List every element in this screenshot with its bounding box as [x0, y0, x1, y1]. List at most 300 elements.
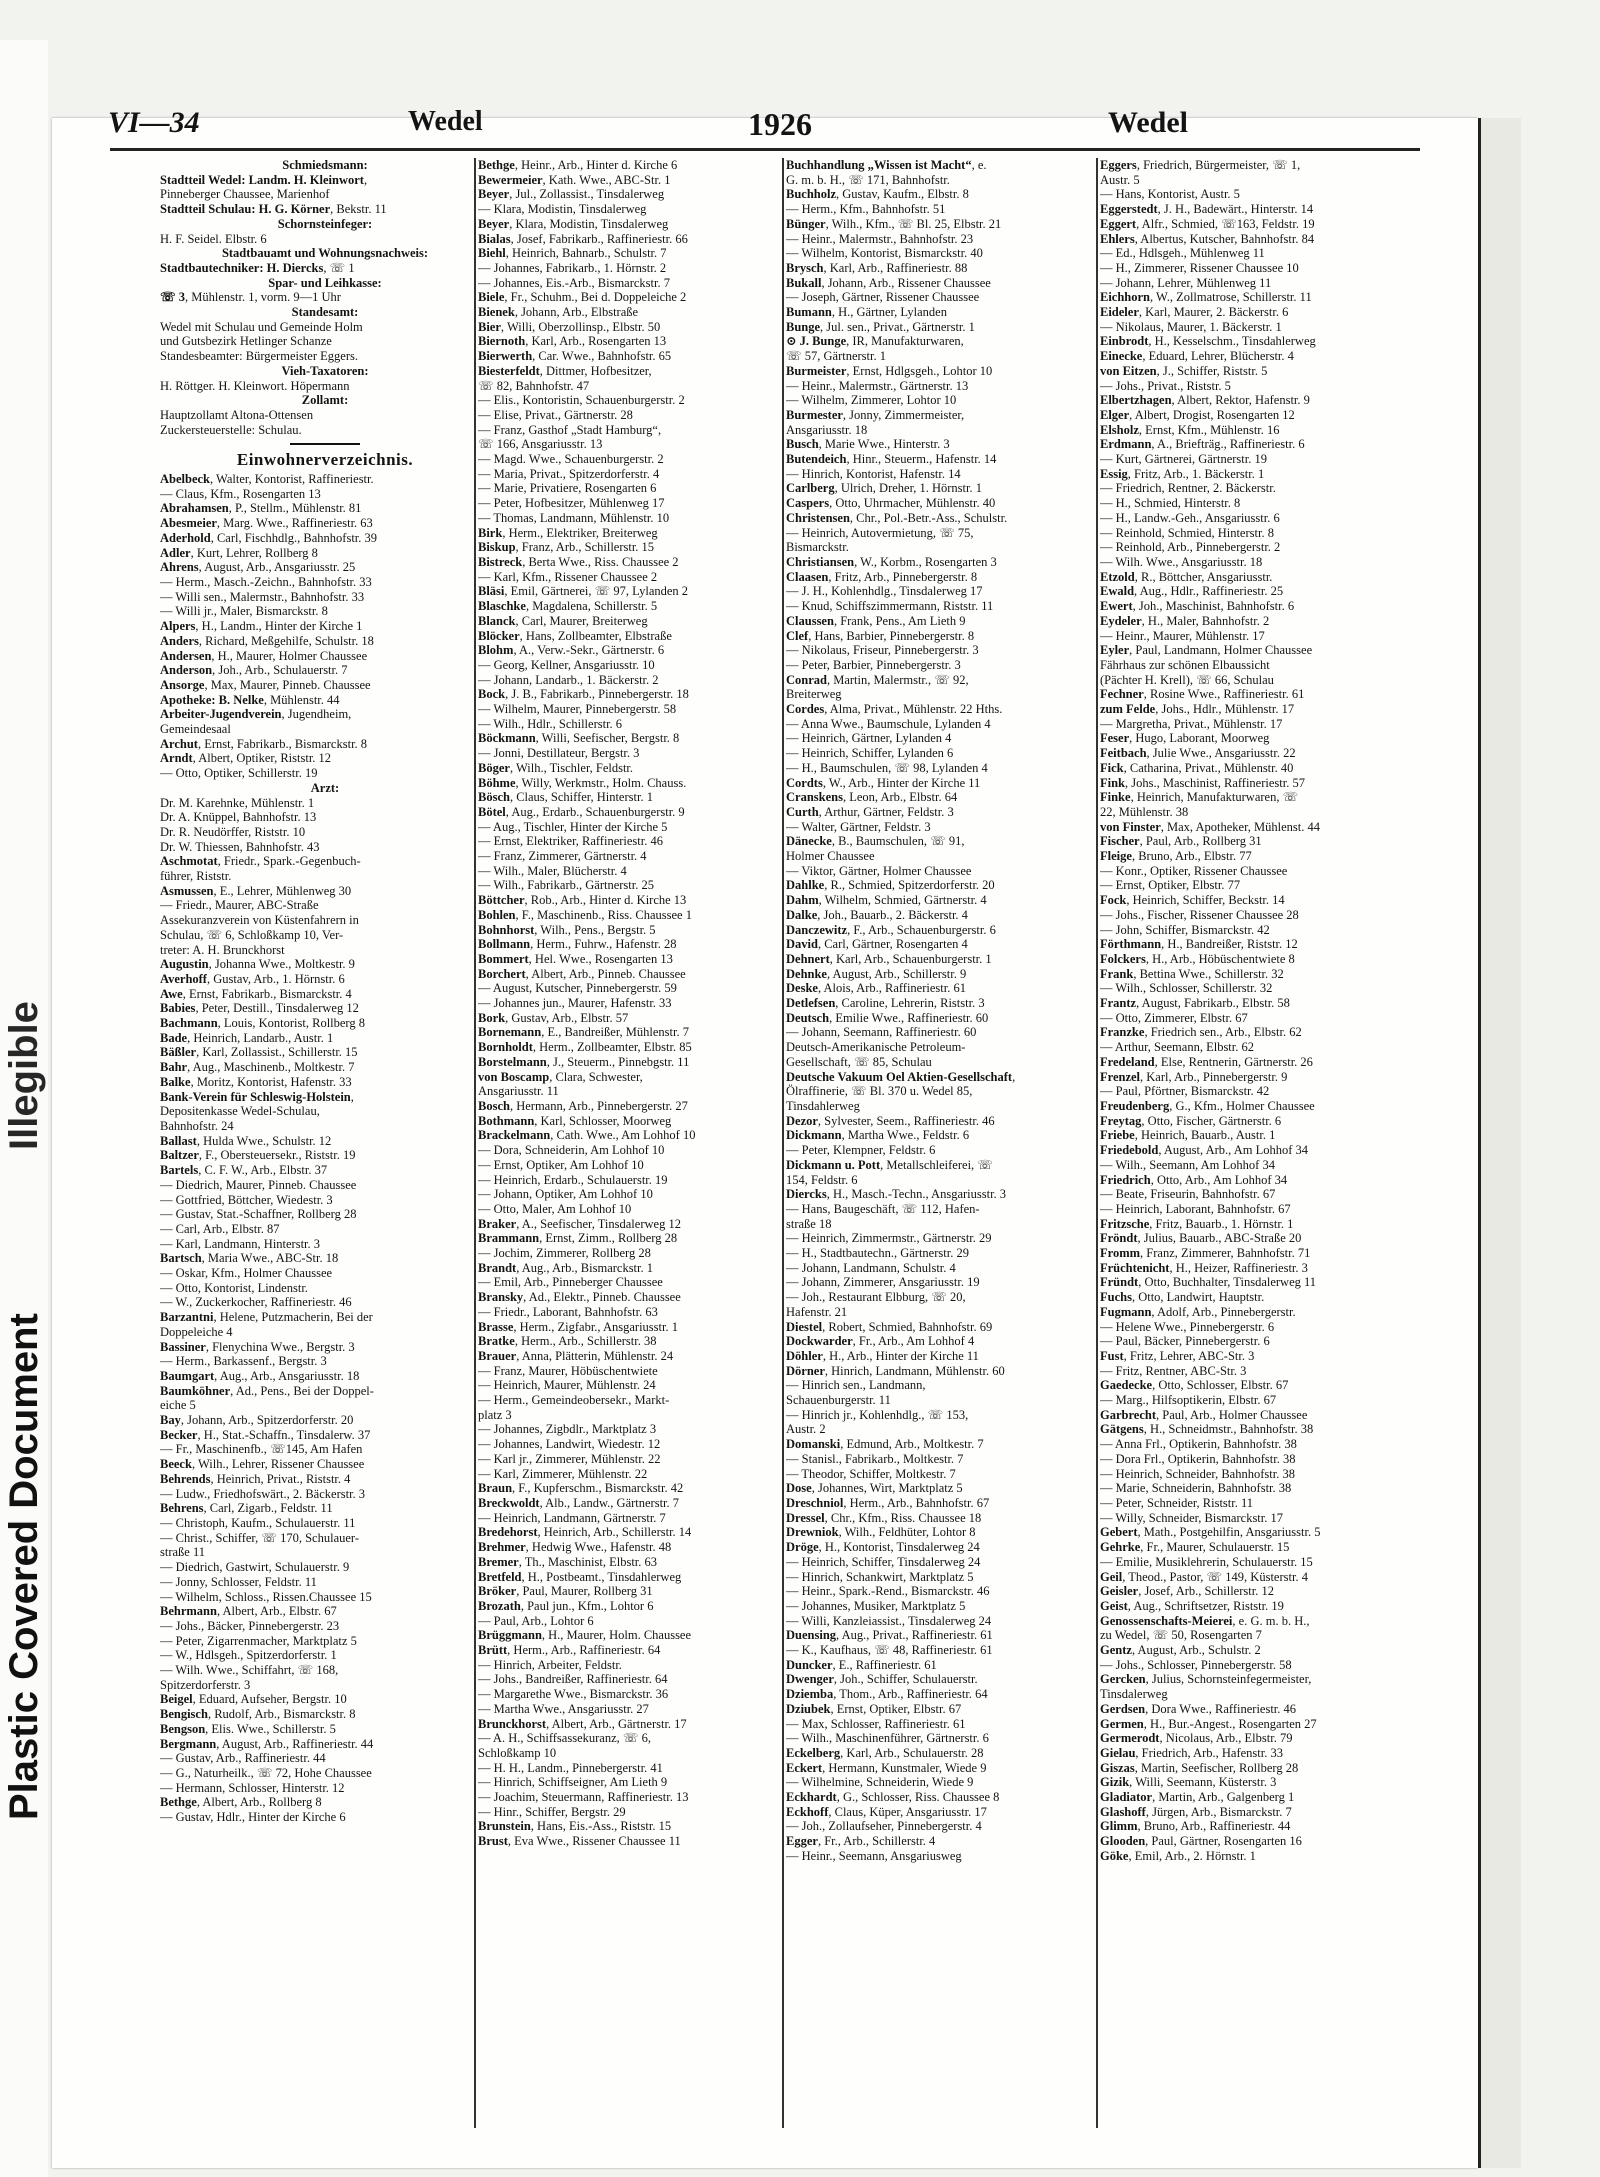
directory-entry: Essig, Fritz, Arb., 1. Bäckerstr. 1 — [1100, 466, 1265, 481]
directory-entry: Bransky, Ad., Elektr., Pinneb. Chaussee — [478, 1290, 681, 1305]
directory-entry: — Fritz, Rentner, ABC-Str. 3 — [1100, 1363, 1247, 1378]
directory-entry: — Emilie, Musiklehrerin, Schulauerstr. 15 — [1100, 1554, 1313, 1569]
directory-entry: — Heinr., Spark.-Rend., Bismarckstr. 46 — [786, 1584, 990, 1599]
directory-entry: Bremer, Th., Maschinist, Elbstr. 63 — [478, 1554, 658, 1569]
directory-entry: Baumköhner, Ad., Pens., Bei der Doppel- — [160, 1383, 374, 1398]
directory-entry: — Gottfried, Böttcher, Wiedestr. 3 — [160, 1192, 333, 1207]
directory-entry: — Knud, Schiffszimmermann, Riststr. 11 — [786, 599, 994, 614]
directory-entry: Dreschniol, Herm., Arb., Bahnhofstr. 67 — [786, 1495, 990, 1510]
directory-entry: Geil, Theod., Pastor, ☏ 149, Küsterstr. 4 — [1100, 1569, 1308, 1584]
directory-entry: Zuckersteuerstelle: Schulau. — [160, 422, 302, 437]
directory-entry: — Reinhold, Arb., Pinnebergerstr. 2 — [1100, 540, 1281, 555]
directory-entry: — G., Naturheilk., ☏ 72, Hohe Chaussee — [160, 1765, 372, 1780]
directory-entry: Alpers, H., Landm., Hinter der Kirche 1 — [160, 619, 363, 634]
directory-entry: Bienek, Johann, Arb., Elbstraße — [478, 305, 639, 320]
directory-entry: G. m. b. H., ☏ 171, Bahnhofstr. — [786, 172, 950, 187]
directory-entry: Döhler, H., Arb., Hinter der Kirche 11 — [786, 1348, 979, 1363]
directory-entry: Geist, Aug., Schriftsetzer, Riststr. 19 — [1100, 1598, 1284, 1613]
directory-entry: — Johann, Zimmerer, Ansgariusstr. 19 — [786, 1275, 980, 1290]
directory-entry: — Joseph, Gärtner, Rissener Chaussee — [786, 290, 980, 305]
directory-entry: — Johann, Landmann, Schulstr. 4 — [786, 1260, 956, 1275]
directory-entry: — Herm., Gemeindeobersekr., Markt- — [478, 1393, 670, 1408]
directory-entry: Bier, Willi, Oberzollinsp., Elbstr. 50 — [478, 319, 661, 334]
directory-entry: führer, Riststr. — [160, 869, 232, 884]
directory-entry: — H., Baumschulen, ☏ 98, Lylanden 4 — [786, 760, 988, 775]
directory-entry: — Beate, Friseurin, Bahnhofstr. 67 — [1100, 1187, 1276, 1202]
directory-entry: Schloßkamp 10 — [478, 1745, 557, 1760]
directory-column-3 — [786, 158, 1116, 2148]
next-page-edge — [1478, 118, 1521, 2168]
directory-entry: Geisler, Josef, Arb., Schillerstr. 12 — [1100, 1584, 1274, 1599]
directory-entry: Behrens, Carl, Zigarb., Feldstr. 11 — [160, 1501, 333, 1516]
directory-entry: — Arthur, Seemann, Elbstr. 62 — [1100, 1040, 1254, 1055]
directory-entry: Dr. M. Karehnke, Mühlenstr. 1 — [160, 795, 315, 810]
directory-entry: Eichhorn, W., Zollmatrose, Schillerstr. 11 — [1100, 290, 1312, 305]
directory-entry: Böttcher, Rob., Arb., Hinter d. Kirche 13 — [478, 893, 687, 908]
directory-entry: — Heinrich, Gärtner, Lylanden 4 — [786, 731, 952, 746]
directory-entry: Frenzel, Karl, Arb., Pinnebergerstr. 9 — [1100, 1069, 1288, 1084]
directory-entry: Göke, Emil, Arb., 2. Hörnstr. 1 — [1100, 1848, 1256, 1863]
directory-entry: — Wilhelm, Schloss., Rissen.Chaussee 15 — [160, 1589, 372, 1604]
section-heading: Schornsteinfeger: — [277, 216, 373, 231]
directory-entry: Dickmann u. Pott, Metallschleiferei, ☏ — [786, 1157, 993, 1172]
directory-entry: Ansgariusstr. 18 — [786, 422, 868, 437]
directory-entry: ⊙ J. Bunge, IR, Manufakturwaren, — [786, 334, 964, 349]
directory-entry: — Franz, Maurer, Höbüschentwiete — [478, 1363, 658, 1378]
directory-entry: Franzke, Friedrich sen., Arb., Elbstr. 62 — [1100, 1025, 1302, 1040]
directory-entry: Dänecke, B., Baumschulen, ☏ 91, — [786, 834, 965, 849]
directory-entry: platz 3 — [478, 1407, 512, 1422]
directory-entry: Austr. 5 — [1100, 172, 1140, 187]
section-heading: Standesamt: — [291, 305, 359, 320]
directory-entry: Einecke, Eduard, Lehrer, Blücherstr. 4 — [1100, 349, 1294, 364]
directory-entry: — Heinrich, Autovermietung, ☏ 75, — [786, 525, 974, 540]
directory-entry: Beyer, Jul., Zollassist., Tinsdalerweg — [478, 187, 665, 202]
directory-entry: Depositenkasse Wedel-Schulau, — [160, 1104, 320, 1119]
directory-entry: — Karl jr., Zimmerer, Mühlenstr. 22 — [478, 1451, 661, 1466]
directory-entry: Standesbeamter: Bürgermeister Eggers. — [160, 349, 358, 364]
directory-entry: — Paul, Bäcker, Pinnebergerstr. 6 — [1100, 1334, 1270, 1349]
directory-entry: Fuchs, Otto, Landwirt, Hauptstr. — [1100, 1290, 1265, 1305]
directory-entry: Gehrke, Fr., Maurer, Schulauerstr. 15 — [1100, 1540, 1290, 1555]
directory-entry: Buchholz, Gustav, Kaufm., Elbstr. 8 — [786, 187, 969, 202]
directory-entry: Schulau, ☏ 6, Schloßkamp 10, Ver- — [160, 927, 344, 942]
directory-entry: Böhme, Willy, Werkmstr., Holm. Chauss. — [478, 775, 687, 790]
directory-entry: Duensing, Aug., Privat., Raffineriestr. 61 — [786, 1628, 993, 1643]
directory-entry: Fischer, Paul, Arb., Rollberg 31 — [1100, 834, 1262, 849]
directory-entry: Bornholdt, Herm., Zollbeamter, Elbstr. 85 — [478, 1040, 692, 1055]
directory-entry: Fredeland, Else, Rentnerin, Gärtnerstr. 26 — [1100, 1054, 1313, 1069]
directory-entry: straße 11 — [160, 1545, 206, 1560]
directory-entry: — Magd. Wwe., Schauenburgerstr. 2 — [478, 452, 664, 467]
directory-entry: H. Röttger. H. Kleinwort. Höpermann — [160, 378, 350, 393]
directory-entry: Fährhaus zur schönen Elbaussicht — [1100, 657, 1270, 672]
directory-entry: Braun, F., Kupferschm., Bismarckstr. 42 — [478, 1481, 684, 1496]
directory-entry: Biernoth, Karl, Arb., Rosengarten 13 — [478, 334, 667, 349]
directory-entry: Dziemba, Thom., Arb., Raffineriestr. 64 — [786, 1687, 988, 1702]
directory-entry: — Wilh., Seemann, Am Lohhof 34 — [1100, 1157, 1275, 1172]
directory-entry: Fröndt, Julius, Bauarb., ABC-Straße 20 — [1100, 1231, 1302, 1246]
directory-entry: — Willy, Schneider, Bismarckstr. 17 — [1100, 1510, 1284, 1525]
directory-entry: Brütt, Herm., Arb., Raffineriestr. 64 — [478, 1643, 661, 1658]
directory-entry: — Franz, Zimmerer, Gärtnerstr. 4 — [478, 849, 647, 864]
directory-entry: — Hinrich, Schiffseigner, Am Lieth 9 — [478, 1775, 668, 1790]
directory-entry: Claasen, Fritz, Arb., Pinnebergerstr. 8 — [786, 569, 978, 584]
directory-entry: — Dora, Schneiderin, Am Lohhof 10 — [478, 1143, 665, 1158]
directory-entry: David, Carl, Gärtner, Rosengarten 4 — [786, 937, 968, 952]
directory-entry: — Aug., Tischler, Hinter der Kirche 5 — [478, 819, 668, 834]
directory-entry: Dahlke, R., Schmied, Spitzerdorferstr. 20 — [786, 878, 995, 893]
directory-entry: — Margretha, Privat., Mühlenstr. 17 — [1100, 716, 1283, 731]
directory-entry: Ewert, Joh., Maschinist, Bahnhofstr. 6 — [1100, 599, 1295, 614]
directory-entry: Barzantni, Helene, Putzmacherin, Bei der — [160, 1310, 373, 1325]
directory-entry: Glimm, Bruno, Arb., Raffineriestr. 44 — [1100, 1819, 1291, 1834]
directory-entry: Ehlers, Albertus, Kutscher, Bahnhofstr. 84 — [1100, 231, 1315, 246]
directory-entry: Bengson, Elis. Wwe., Schillerstr. 5 — [160, 1721, 336, 1736]
directory-entry: Genossenschafts-Meierei, e. G. m. b. H., — [1100, 1613, 1310, 1628]
directory-entry: — Johannes, Landwirt, Wiedestr. 12 — [478, 1437, 661, 1452]
directory-entry: ☏ 82, Bahnhofstr. 47 — [478, 378, 590, 393]
directory-entry: Dr. A. Knüppel, Bahnhofstr. 13 — [160, 810, 317, 825]
directory-entry: Dörner, Hinrich, Landmann, Mühlenstr. 60 — [786, 1363, 1005, 1378]
directory-entry: Gladiator, Martin, Arb., Galgenberg 1 — [1100, 1790, 1295, 1805]
directory-entry: Eckhardt, G., Schlosser, Riss. Chaussee 8 — [786, 1790, 1000, 1805]
directory-entry: — Carl, Arb., Elbstr. 87 — [160, 1221, 280, 1236]
directory-entry: — Willi, Kanzleiassist., Tinsdalerweg 24 — [786, 1613, 992, 1628]
directory-entry: Stadtteil Schulau: H. G. Körner, Bekstr. 11 — [160, 202, 387, 217]
directory-entry: H. F. Seidel. Elbstr. 6 — [160, 231, 267, 246]
directory-entry: Schauenburgerstr. 11 — [786, 1393, 891, 1408]
directory-entry: Gemeindesaal — [160, 722, 231, 737]
directory-entry: Giszas, Martin, Seefischer, Rollberg 28 — [1100, 1760, 1299, 1775]
directory-entry: und Gutsbezirk Hetlinger Schanze — [160, 334, 332, 349]
directory-entry: Bartsch, Maria Wwe., ABC-Str. 18 — [160, 1251, 339, 1266]
directory-entry: — Hinrich sen., Landmann, — [786, 1378, 926, 1393]
directory-entry: Behrmann, Albert, Arb., Elbstr. 67 — [160, 1604, 337, 1619]
directory-entry: Arndt, Albert, Optiker, Riststr. 12 — [160, 751, 332, 766]
column-divider — [474, 158, 476, 2128]
directory-entry: Diestel, Robert, Schmied, Bahnhofstr. 69 — [786, 1319, 993, 1334]
directory-entry: Eckhoff, Claus, Küper, Ansgariusstr. 17 — [786, 1804, 987, 1819]
directory-entry: — Kurt, Gärtnerei, Gärtnerstr. 19 — [1100, 452, 1267, 467]
directory-entry: Bäßler, Karl, Zollassist., Schillerstr. 15 — [160, 1045, 358, 1060]
directory-entry: — H., Zimmerer, Rissener Chaussee 10 — [1100, 260, 1299, 275]
directory-entry: 154, Feldstr. 6 — [786, 1172, 858, 1187]
directory-entry: Biskup, Franz, Arb., Schillerstr. 15 — [478, 540, 655, 555]
directory-entry: — Johannes, Eis.-Arb., Bismarckstr. 7 — [478, 275, 670, 290]
directory-entry: — Karl, Landmann, Hinterstr. 3 — [160, 1236, 321, 1251]
directory-entry: Spitzerdorferstr. 3 — [160, 1677, 251, 1692]
directory-entry: Brandt, Aug., Arb., Bismarckstr. 1 — [478, 1260, 654, 1275]
directory-entry: Cordts, W., Arb., Hinter der Kirche 11 — [786, 775, 981, 790]
directory-entry: Archut, Ernst, Fabrikarb., Bismarckstr. 8 — [160, 736, 368, 751]
directory-entry: Fust, Fritz, Lehrer, ABC-Str. 3 — [1100, 1348, 1255, 1363]
directory-entry: Egger, Fr., Arb., Schillerstr. 4 — [786, 1834, 936, 1849]
directory-entry: Beyer, Klara, Modistin, Tinsdalerweg — [478, 216, 669, 231]
directory-entry: Bünger, Wilh., Kfm., ☏ Bl. 25, Elbstr. 21 — [786, 216, 1002, 231]
directory-entry: — Johs., Bandreißer, Raffineriestr. 64 — [478, 1672, 668, 1687]
directory-entry: Birk, Herm., Elektriker, Breiterweg — [478, 525, 658, 540]
directory-entry: Frantz, August, Fabrikarb., Elbstr. 58 — [1100, 996, 1290, 1011]
directory-entry: Deutsche Vakuum Oel Aktien-Gesellschaft, — [786, 1069, 1016, 1084]
directory-entry: — Heinrich, Laborant, Bahnhofstr. 67 — [1100, 1201, 1291, 1216]
directory-entry: Dickmann, Martha Wwe., Feldstr. 6 — [786, 1128, 970, 1143]
directory-entry: Bumann, H., Gärtner, Lylanden — [786, 305, 947, 320]
directory-entry: — Hinrich jr., Kohlenhdlg., ☏ 153, — [786, 1407, 969, 1422]
directory-entry: Bengisch, Rudolf, Arb., Bismarckstr. 8 — [160, 1707, 356, 1722]
directory-entry: Blanck, Carl, Maurer, Breiterweg — [478, 613, 648, 628]
directory-entry: — Peter, Barbier, Pinnebergerstr. 3 — [786, 657, 961, 672]
directory-entry: Friebe, Heinrich, Bauarb., Austr. 1 — [1100, 1128, 1276, 1143]
directory-entry: — A. H., Schiffsassekuranz, ☏ 6, — [478, 1731, 652, 1746]
directory-entry: Andersen, H., Maurer, Holmer Chaussee — [160, 648, 368, 663]
directory-entry: Ahrens, August, Arb., Ansgariusstr. 25 — [160, 560, 356, 575]
directory-entry: Aschmotat, Friedr., Spark.-Gegenbuch- — [160, 854, 361, 869]
directory-entry: — Marg., Hilfsoptikerin, Elbstr. 67 — [1100, 1393, 1277, 1408]
directory-entry: — Heinr., Seemann, Ansgariusweg — [786, 1848, 962, 1863]
directory-entry: Folckers, H., Arb., Höbüschentwiete 8 — [1100, 951, 1295, 966]
directory-entry: Curth, Arthur, Gärtner, Feldstr. 3 — [786, 804, 954, 819]
directory-entry: Assekuranzverein von Küstenfahrern in — [160, 913, 359, 928]
directory-entry: Elbertzhagen, Albert, Rektor, Hafenstr. 9 — [1100, 393, 1310, 408]
directory-entry: — Johs., Bäcker, Pinnebergerstr. 23 — [160, 1618, 340, 1633]
directory-entry: Glashoff, Jürgen, Arb., Bismarckstr. 7 — [1100, 1804, 1292, 1819]
directory-entry: — Walter, Gärtner, Feldstr. 3 — [786, 819, 931, 834]
directory-entry: Eyler, Paul, Landmann, Holmer Chaussee — [1100, 643, 1313, 658]
directory-entry: Bethge, Heinr., Arb., Hinter d. Kirche 6 — [478, 158, 678, 172]
directory-entry: Dröge, H., Kontorist, Tinsdalerweg 24 — [786, 1540, 980, 1555]
directory-entry: — Nikolaus, Maurer, 1. Bäckerstr. 1 — [1100, 319, 1282, 334]
directory-entry: — Heinrich, Schiffer, Tinsdalerweg 24 — [786, 1554, 981, 1569]
directory-entry: Dalke, Joh., Bauarb., 2. Bäckerstr. 4 — [786, 907, 968, 922]
directory-entry: — Friedr., Laborant, Bahnhofstr. 63 — [478, 1304, 658, 1319]
directory-entry: Cranskens, Leon, Arb., Elbstr. 64 — [786, 790, 958, 805]
directory-entry: — Wilhelm, Maurer, Pinnebergerstr. 58 — [478, 702, 677, 717]
section-heading: Zollamt: — [301, 393, 349, 408]
directory-entry: — Jochim, Zimmerer, Rollberg 28 — [478, 1246, 651, 1261]
directory-entry: — Johs., Fischer, Rissener Chaussee 28 — [1100, 907, 1299, 922]
directory-entry: — Heinrich, Schiffer, Lylanden 6 — [786, 746, 954, 761]
directory-entry: Brauer, Anna, Plätterin, Mühlenstr. 24 — [478, 1348, 674, 1363]
directory-entry: Holmer Chaussee — [786, 849, 875, 864]
directory-entry: Gerdsen, Dora Wwe., Raffineriestr. 46 — [1100, 1701, 1297, 1716]
directory-entry: — Otto, Kontorist, Lindenstr. — [160, 1280, 308, 1295]
directory-column-2 — [478, 158, 808, 2148]
section-divider — [290, 443, 360, 445]
directory-entry: — Ludw., Friedhofswärt., 2. Bäckerstr. 3 — [160, 1486, 366, 1501]
directory-entry: — Ed., Hdlsgeh., Mühlenweg 11 — [1100, 246, 1265, 261]
directory-entry: — Klara, Modistin, Tinsdalerweg — [478, 202, 647, 217]
directory-entry: Bretfeld, H., Postbeamt., Tinsdahlerweg — [478, 1569, 682, 1584]
directory-entry: Eckelberg, Karl, Arb., Schulauerstr. 28 — [786, 1745, 984, 1760]
directory-entry: — Gustav, Stat.-Schaffner, Rollberg 28 — [160, 1207, 357, 1222]
side-label-text: Plastic Covered Document — [2, 1313, 46, 1820]
directory-entry: Buchhandlung „Wissen ist Macht“, e. — [786, 158, 987, 172]
directory-entry: — Elise, Privat., Gärtnerstr. 28 — [478, 407, 633, 422]
directory-entry: Bork, Gustav, Arb., Elbstr. 57 — [478, 1010, 629, 1025]
directory-entry: Fründt, Otto, Buchhalter, Tinsdalerweg 11 — [1100, 1275, 1317, 1290]
directory-entry: — Peter, Hofbesitzer, Mühlenweg 17 — [478, 496, 665, 511]
directory-entry: Fleige, Bruno, Arb., Elbstr. 77 — [1100, 849, 1252, 864]
section-heading: Vieh-Taxatoren: — [281, 363, 369, 378]
directory-entry: Ansgariusstr. 11 — [478, 1084, 559, 1099]
directory-entry: Bösch, Claus, Schiffer, Hinterstr. 1 — [478, 790, 653, 805]
directory-entry: — Anna Frl., Optikerin, Bahnhofstr. 38 — [1100, 1437, 1297, 1452]
directory-entry: Clef, Hans, Barbier, Pinnebergerstr. 8 — [786, 628, 975, 643]
directory-entry: — Hermann, Schlosser, Hinterstr. 12 — [160, 1780, 345, 1795]
directory-entry: — Heinr., Malermstr., Bahnhofstr. 23 — [786, 231, 974, 246]
directory-entry: Balke, Moritz, Kontorist, Hafenstr. 33 — [160, 1074, 352, 1089]
directory-entry: Bistreck, Berta Wwe., Riss. Chaussee 2 — [478, 554, 679, 569]
directory-entry: Gebert, Math., Postgehilfin, Ansgariusstr. 5 — [1100, 1525, 1321, 1540]
page-number: VI—34 — [108, 106, 200, 139]
directory-entry: Biele, Fr., Schuhm., Bei d. Doppeleiche 2 — [478, 290, 687, 305]
directory-entry: — Konr., Optiker, Rissener Chaussee — [1100, 863, 1288, 878]
header-year: 1926 — [748, 106, 812, 142]
directory-entry: Stadtteil Wedel: Landm. H. Kleinwort, — [160, 172, 368, 187]
directory-entry: Duncker, E., Raffineriestr. 61 — [786, 1657, 937, 1672]
directory-entry: — Hinrich, Schankwirt, Marktplatz 5 — [786, 1569, 974, 1584]
directory-entry: — H., Schmied, Hinterstr. 8 — [1100, 496, 1241, 511]
directory-entry: — Wilh., Maler, Blücherstr. 4 — [478, 863, 627, 878]
directory-entry: Bismarckstr. — [786, 540, 849, 555]
directory-entry: — Otto, Optiker, Schillerstr. 19 — [160, 766, 318, 781]
column-divider — [1096, 158, 1098, 2128]
directory-entry: Breckwoldt, Alb., Landw., Gärtnerstr. 7 — [478, 1495, 680, 1510]
directory-entry: — Johannes, Zigbdlr., Marktplatz 3 — [478, 1422, 657, 1437]
directory-entry: Elsholz, Ernst, Kfm., Mühlenstr. 16 — [1100, 422, 1280, 437]
directory-entry: Eggers, Friedrich, Bürgermeister, ☏ 1, — [1100, 158, 1301, 172]
directory-entry: — Christ., Schiffer, ☏ 170, Schulauer- — [160, 1530, 359, 1545]
directory-entry: Bredehorst, Heinrich, Arb., Schillerstr. 14 — [478, 1525, 692, 1540]
directory-entry: Gätgens, H., Schneidmstr., Bahnhofstr. 38 — [1100, 1422, 1314, 1437]
directory-entry: Braker, A., Seefischer, Tinsdalerweg 12 — [478, 1216, 681, 1231]
directory-entry: — Johann, Optiker, Am Lohhof 10 — [478, 1187, 653, 1202]
directory-entry: Brysch, Karl, Arb., Raffineriestr. 88 — [786, 260, 968, 275]
directory-entry: — Franz, Gasthof „Stadt Hamburg“, — [478, 422, 662, 437]
directory-entry: — Wilh., Maschinenführer, Gärtnerstr. 6 — [786, 1731, 989, 1746]
directory-entry: Feser, Hugo, Laborant, Moorweg — [1100, 731, 1270, 746]
section-heading: Stadtbauamt und Wohnungsnachweis: — [221, 246, 429, 261]
directory-entry: — H., Stadtbautechn., Gärtnerstr. 29 — [786, 1246, 969, 1261]
directory-entry: Eydeler, H., Maler, Bahnhofstr. 2 — [1100, 613, 1270, 628]
directory-entry: Bierwerth, Car. Wwe., Bahnhofstr. 65 — [478, 349, 672, 364]
directory-entry: Bock, J. B., Fabrikarb., Pinnebergerstr. 18 — [478, 687, 689, 702]
directory-entry: Dr. W. Thiessen, Bahnhofstr. 43 — [160, 839, 320, 854]
directory-entry: — Peter, Zigarrenmacher, Marktplatz 5 — [160, 1633, 357, 1648]
section-heading: Spar- und Leihkasse: — [268, 275, 382, 290]
directory-entry: — Friedr., Maurer, ABC-Straße — [160, 898, 319, 913]
side-label-strip — [0, 40, 48, 2177]
directory-entry: — Heinrich, Maurer, Mühlenstr. 24 — [478, 1378, 656, 1393]
directory-entry: Eckert, Hermann, Kunstmaler, Wiede 9 — [786, 1760, 987, 1775]
directory-entry: — H. H., Landm., Pinnebergerstr. 41 — [478, 1760, 663, 1775]
directory-entry: — Herm., Masch.-Zeichn., Bahnhofstr. 33 — [160, 574, 372, 589]
directory-entry: Blohm, A., Verw.-Sekr., Gärtnerstr. 6 — [478, 643, 665, 658]
directory-entry: Bassiner, Flenychina Wwe., Bergstr. 3 — [160, 1339, 355, 1354]
directory-entry: — Hinr., Schiffer, Bergstr. 29 — [478, 1804, 626, 1819]
directory-entry: Böger, Wilh., Tischler, Feldstr. — [478, 760, 634, 775]
directory-entry: — Jonny, Schlosser, Feldstr. 11 — [160, 1574, 317, 1589]
directory-entry: Einbrodt, H., Kesselschm., Tinsdahlerweg — [1100, 334, 1316, 349]
directory-entry: von Boscamp, Clara, Schwester, — [478, 1069, 643, 1084]
directory-entry: — Christoph, Kaufm., Schulauerstr. 11 — [160, 1515, 356, 1530]
directory-entry: Bahnhofstr. 24 — [160, 1119, 234, 1133]
directory-entry: — W., Hdlsgeh., Spitzerdorferstr. 1 — [160, 1648, 337, 1663]
directory-entry: Frank, Bettina Wwe., Schillerstr. 32 — [1100, 966, 1284, 981]
directory-entry: Abesmeier, Marg. Wwe., Raffineriestr. 63 — [160, 516, 373, 531]
directory-entry: — Heinrich, Zimmermstr., Gärtnerstr. 29 — [786, 1231, 992, 1246]
directory-entry: Bukall, Johann, Arb., Rissener Chaussee — [786, 275, 991, 290]
directory-entry: Biesterfeldt, Dittmer, Hofbesitzer, — [478, 363, 652, 378]
directory-entry: Asmussen, E., Lehrer, Mühlenweg 30 — [160, 883, 352, 898]
directory-entry: — Hans, Baugeschäft, ☏ 112, Hafen- — [786, 1201, 980, 1216]
directory-entry: Becker, H., Stat.-Schaffn., Tinsdalerw. 37 — [160, 1427, 371, 1442]
directory-entry: Detlefsen, Caroline, Lehrerin, Riststr. 3 — [786, 996, 985, 1011]
directory-entry: — Wilhelmine, Schneiderin, Wiede 9 — [786, 1775, 974, 1790]
directory-entry: Adler, Kurt, Lehrer, Rollberg 8 — [160, 545, 318, 560]
directory-entry: — Jonni, Destillateur, Bergstr. 3 — [478, 746, 640, 761]
directory-entry: Gizik, Willi, Seemann, Küsterstr. 3 — [1100, 1775, 1277, 1790]
directory-entry: — Wilhelm, Zimmerer, Lohtor 10 — [786, 393, 957, 408]
directory-entry: Ewald, Aug., Hdlr., Raffineriestr. 25 — [1100, 584, 1284, 599]
directory-entry: Fink, Johs., Maschinist, Raffineriestr. 57 — [1100, 775, 1305, 790]
directory-entry: — Hans, Kontorist, Austr. 5 — [1100, 187, 1240, 202]
directory-entry: Stadtbautechniker: H. Diercks, ☏ 1 — [160, 260, 355, 275]
directory-entry: Bachmann, Louis, Kontorist, Rollberg 8 — [160, 1016, 365, 1031]
directory-entry: Tinsdalerweg — [1100, 1687, 1168, 1702]
directory-entry: Dehnke, August, Arb., Schillerstr. 9 — [786, 966, 967, 981]
directory-entry: Brammann, Ernst, Zimm., Rollberg 28 — [478, 1231, 678, 1246]
directory-entry: — Ernst, Optiker, Am Lohhof 10 — [478, 1157, 644, 1172]
directory-entry: Abrahamsen, P., Stellm., Mühlenstr. 81 — [160, 501, 362, 516]
directory-entry: Blaschke, Magdalena, Schillerstr. 5 — [478, 599, 658, 614]
directory-entry: Böckmann, Willi, Seefischer, Bergstr. 8 — [478, 731, 680, 746]
directory-entry: Dezor, Sylvester, Seem., Raffineriestr. 46 — [786, 1113, 995, 1128]
directory-entry: — Johann, Lehrer, Mühlenweg 11 — [1100, 275, 1272, 290]
directory-entry: — Dora Frl., Optikerin, Bahnhofstr. 38 — [1100, 1451, 1296, 1466]
directory-entry: — Marie, Privatiere, Rosengarten 6 — [478, 481, 657, 496]
directory-entry: Bade, Heinrich, Landarb., Austr. 1 — [160, 1030, 334, 1045]
directory-entry: — Thomas, Landmann, Mühlenstr. 10 — [478, 510, 670, 525]
directory-entry: Apotheke: B. Nelke, Mühlenstr. 44 — [160, 692, 340, 707]
directory-entry: Eideler, Karl, Maurer, 2. Bäckerstr. 6 — [1100, 305, 1289, 320]
directory-entry: Gercken, Julius, Schornsteinfegermeister, — [1100, 1672, 1312, 1687]
directory-entry: — Herm., Kfm., Bahnhofstr. 51 — [786, 202, 946, 217]
directory-entry: — Wilh., Schlosser, Schillerstr. 32 — [1100, 981, 1273, 996]
directory-entry: Friedebold, August, Arb., Am Lohhof 34 — [1100, 1143, 1309, 1158]
directory-entry: — Emil, Arb., Pinneberger Chaussee — [478, 1275, 663, 1290]
directory-entry: Beeck, Wilh., Lehrer, Rissener Chaussee — [160, 1457, 365, 1472]
directory-entry: Conrad, Martin, Malermstr., ☏ 92, — [786, 672, 969, 687]
directory-entry: Burmester, Jonny, Zimmermeister, — [786, 407, 965, 422]
directory-entry: Brasse, Herm., Zigfabr., Ansgariusstr. 1 — [478, 1319, 678, 1334]
directory-entry: Bethge, Albert, Arb., Rollberg 8 — [160, 1795, 322, 1810]
directory-entry: — Johs., Schlosser, Pinnebergerstr. 58 — [1100, 1657, 1292, 1672]
directory-entry: Claussen, Frank, Pens., Am Lieth 9 — [786, 613, 966, 628]
directory-entry: Eggerstedt, J. H., Badewärt., Hinterstr. 14 — [1100, 202, 1314, 217]
directory-entry: — Theodor, Schiffer, Moltkestr. 7 — [786, 1466, 956, 1481]
directory-entry: Bahr, Aug., Maschinenb., Moltkestr. 7 — [160, 1060, 355, 1075]
directory-entry: — Otto, Zimmerer, Elbstr. 67 — [1100, 1010, 1248, 1025]
directory-entry: — Friedrich, Rentner, 2. Bäckerstr. — [1100, 481, 1276, 496]
directory-entry: Borstelmann, J., Steuerm., Pinnebgstr. 11 — [478, 1054, 690, 1069]
directory-entry: Borchert, Albert, Arb., Pinneb. Chaussee — [478, 966, 686, 981]
directory-entry: Brozath, Paul jun., Kfm., Lohtor 6 — [478, 1598, 654, 1613]
directory-entry: Breiterweg — [786, 687, 842, 702]
directory-entry: 22, Mühlenstr. 38 — [1100, 804, 1189, 819]
directory-title: Einwohnerverzeichnis. — [236, 450, 414, 470]
